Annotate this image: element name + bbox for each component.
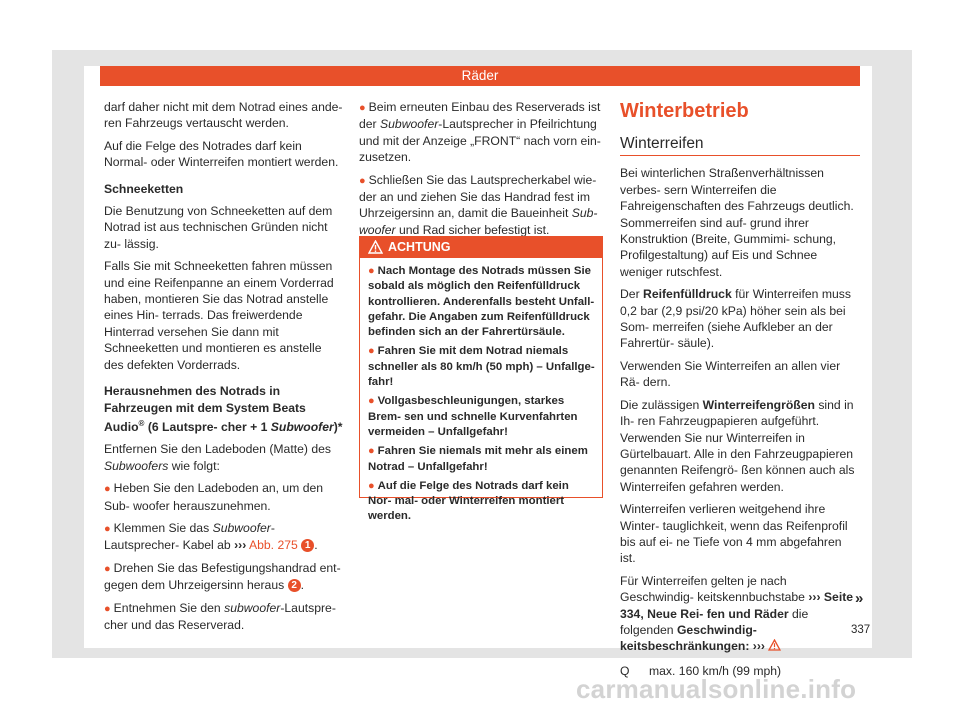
warning-item: ● Auf die Felge des Notrads darf kein Nor- mal- oder Winterreifen montiert werden.: [368, 479, 569, 523]
bullet-icon: ●: [368, 479, 375, 492]
paragraph: darf daher nicht mit dem Notrad eines ande- ren Fahrzeugs vertauscht werden.: [104, 100, 343, 131]
column-2: [359, 99, 601, 244]
list-item: ● Schließen Sie das Lautsprecherkabel wie- der an und ziehen Sie das Handrad fest im Uhrzeigersinn an, damit die Baueinheit Sub- woofer und Rad sicher befestigt ist.: [359, 172, 598, 237]
paragraph: Die zulässigen Winterreifengrößen sind in Ih- ren Fahrzeugpapieren aufgeführt. Verwenden Sie nur Winterreifen in Gürtelbauart. Alle in den Fahrzeugpapieren genannten Reifengrö- ßen können auch als Winterreifen gefahren werden.: [620, 397, 855, 494]
warning-item: ● Fahren Sie niemals mit mehr als einem Notrad – Unfallgefahr!: [368, 445, 588, 473]
heading-herausnehmen: Herausnehmen des Notrads in Fahrzeugen mit dem System Beats Audio® (6 Lautspre- cher + 1 Subwoofer)*: [104, 384, 343, 434]
warning-header: [360, 237, 602, 258]
paragraph: Auf die Felge des Notrades darf kein Normal- oder Winterreifen montiert werden.: [104, 138, 339, 170]
warning-body: [360, 258, 602, 525]
bullet-icon: ●: [368, 345, 375, 358]
callout-number-1: 1: [301, 539, 314, 552]
paragraph: Bei winterlichen Straßenverhältnissen verbes- sern Winterreifen die Fahreigenschaften des Fahrzeugs deutlich. Sommerreifen sind auf- grund ihrer Konstruktion (Breite, Gummimi- schung, Profilgestaltung) auf Eis und Schnee weniger rutschfest.: [620, 166, 854, 279]
list-item: ● Heben Sie den Ladeboden an, um den Sub- woofer herauszunehmen.: [104, 481, 324, 513]
section-header: Räder: [100, 66, 860, 86]
page-link[interactable]: ››› Seite 334, Neue Rei- fen und Räder: [620, 590, 854, 621]
warning-item: ● Vollgasbeschleunigungen, starkes Brem- sen und schnelle Kurvenfahrten vermeiden – Unfallgefahr!: [368, 395, 578, 438]
warning-item: ● Fahren Sie mit dem Notrad niemals schneller als 80 km/h (50 mph) – Unfallge- fahr!: [368, 345, 595, 389]
paragraph: Winterreifen verlieren weitgehend ihre Winter- tauglichkeit, wenn das Reifenprofil bis auf ei- ne Tiefe von 4 mm abgefahren ist.: [620, 502, 848, 566]
warning-triangle-icon: [368, 240, 383, 254]
bullet-icon: ●: [359, 174, 366, 187]
paragraph: Verwenden Sie Winterreifen an allen vier Rä- dern.: [620, 358, 841, 390]
warning-title: ACHTUNG: [388, 240, 451, 254]
paragraph: Der Reifenfülldruck für Winterreifen muss 0,2 bar (2,9 psi/20 kPa) höher sein als bei Som- merreifen (siehe Aufkleber an der Fahrertür- säule).: [620, 287, 851, 351]
warning-triangle-icon: [768, 639, 781, 651]
callout-number-2: 2: [288, 579, 301, 592]
bullet-icon: ●: [359, 102, 366, 114]
column-3: [620, 99, 860, 679]
figure-link[interactable]: Abb. 275: [246, 538, 298, 553]
subsection-title: Winterreifen: [620, 136, 860, 156]
list-item: ● Klemmen Sie das Subwoofer-Lautsprecher- Kabel ab ››› Abb. 275 1 .: [104, 521, 318, 553]
section-title: Winterbetrieb: [620, 100, 749, 122]
paragraph: Die Benutzung von Schneeketten auf dem Notrad ist aus technischen Gründen nicht zu- lässig.: [104, 204, 333, 251]
bullet-icon: ●: [104, 602, 111, 615]
warning-item: ● Nach Montage des Notrads müssen Sie sobald als möglich den Reifenfülldruck kontrollieren. Anderenfalls besteht Unfall- gefahr. Die Angaben zum Reifenfülldruck befinden sich an der Fahrertürsäule.: [368, 265, 595, 339]
bullet-icon: ●: [104, 562, 111, 575]
column-1: [104, 99, 344, 639]
paragraph: Falls Sie mit Schneeketten fahren müssen und eine Reifenpanne an einem Vorderrad haben, montieren Sie das Notrad anstelle eines Hin- terrads. Das freiwerdende Hinterrad versehen Sie dann mit Schneeketten und montieren es anstelle des defekten Vorderrads.: [104, 259, 334, 372]
page-number: 337: [851, 624, 871, 636]
speed-letter: Q: [620, 663, 630, 678]
heading-schneeketten: Schneeketten: [104, 181, 184, 196]
list-item: ● Drehen Sie das Befestigungshandrad ent- gegen dem Uhrzeigersinn heraus 2 .: [104, 560, 341, 593]
bullet-icon: ●: [104, 523, 111, 535]
watermark: carmanualsonline.info: [576, 674, 857, 704]
bullet-icon: ●: [368, 445, 375, 458]
bullet-icon: ●: [368, 395, 375, 408]
speed-value: max. 160 km/h (99 mph): [649, 663, 782, 678]
list-item: ● Beim erneuten Einbau des Reserverads ist der Subwoofer-Lautsprecher in Pfeilrichtung und mit der Anzeige „FRONT“ nach vorn ein- zusetzen.: [359, 100, 601, 165]
list-item: ● Entnehmen Sie den subwoofer-Lautspre- cher und das Reserverad.: [104, 600, 336, 633]
bullet-icon: ●: [104, 483, 111, 496]
continue-marker: »: [855, 590, 864, 607]
bullet-icon: ●: [368, 265, 375, 277]
paragraph: Entfernen Sie den Ladeboden (Matte) des Subwoofers wie folgt:: [104, 442, 331, 473]
paragraph: Für Winterreifen gelten je nach Geschwindig- keitskennbuchstabe ››› Seite 334, Neue Rei- fen und Räder die folgenden Geschwindig- keitsbeschränkungen: ›››: [620, 573, 854, 654]
warning-box: [359, 236, 603, 523]
